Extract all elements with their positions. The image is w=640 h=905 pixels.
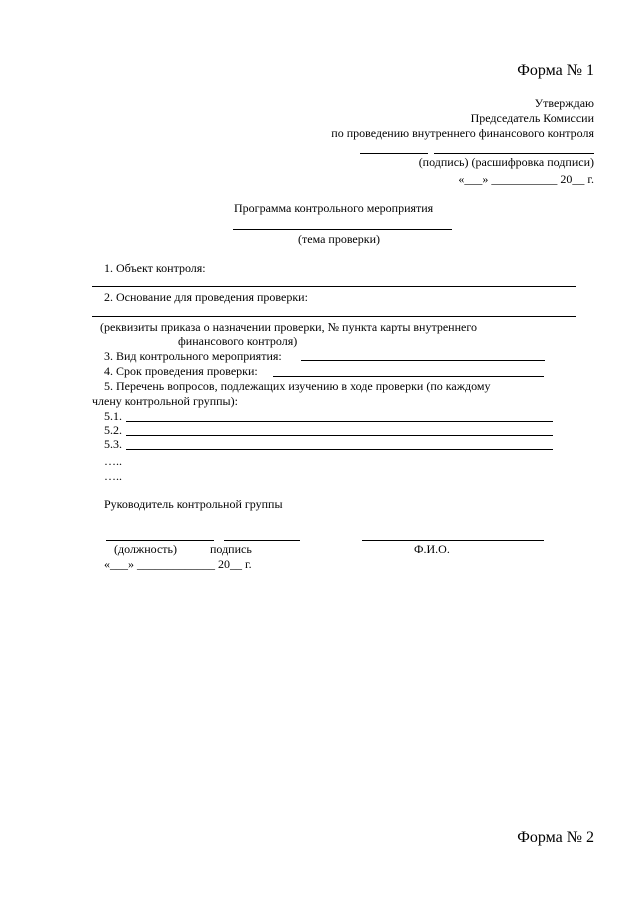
- item-term-label: 4. Срок проведения проверки:: [104, 364, 258, 378]
- item-basis-line: [92, 316, 576, 317]
- position-caption: (должность): [114, 542, 177, 556]
- item-questions-line-2: члену контрольной группы):: [92, 394, 238, 408]
- item-object-label: 1. Объект контроля:: [104, 261, 206, 275]
- group-head-label: Руководитель контрольной группы: [104, 497, 283, 511]
- position-line: [106, 540, 214, 541]
- approval-sign-caption: (подпись) (расшифровка подписи): [418, 155, 594, 169]
- item-basis-note-1: (реквизиты приказа о назначении проверки, № пункта карты внутреннего: [100, 320, 477, 334]
- item-term-line: [273, 376, 544, 377]
- subitem-5-2-line: [126, 435, 553, 436]
- subitem-5-3-label: 5.3.: [104, 437, 122, 451]
- program-topic-line: [233, 229, 452, 230]
- item-questions-line-1: 5. Перечень вопросов, подлежащих изучению в ходе проверки (по каждому: [104, 379, 491, 393]
- program-title: Программа контрольного мероприятия: [234, 201, 434, 215]
- ellipsis-row-1: …..: [104, 454, 122, 468]
- approval-line-chairman: Председатель Комиссии: [470, 111, 594, 125]
- program-topic-caption: (тема проверки): [298, 232, 380, 246]
- item-object-line: [92, 286, 576, 287]
- subitem-5-2-label: 5.2.: [104, 423, 122, 437]
- signature-caption: подпись: [210, 542, 252, 556]
- form-number-top: Форма № 1: [517, 62, 594, 79]
- approval-name-line: [434, 153, 594, 154]
- approval-line-commission: по проведению внутреннего финансового контроля: [331, 126, 594, 140]
- item-kind-label: 3. Вид контрольного мероприятия:: [104, 349, 282, 363]
- fio-caption: Ф.И.О.: [414, 542, 450, 556]
- subitem-5-1-line: [126, 421, 553, 422]
- form-number-bottom: Форма № 2: [517, 829, 594, 846]
- approval-line-approve: Утверждаю: [534, 96, 594, 110]
- subitem-5-1-label: 5.1.: [104, 409, 122, 423]
- ellipsis-row-2: …..: [104, 469, 122, 483]
- approval-signature-line: [360, 153, 428, 154]
- item-kind-line: [301, 360, 545, 361]
- signature-date-line: «___» _____________ 20__ г.: [104, 557, 252, 571]
- subitem-5-3-line: [126, 449, 553, 450]
- signature-line: [224, 540, 300, 541]
- approval-date-line: «___» ___________ 20__ г.: [458, 172, 594, 186]
- item-basis-note-2: финансового контроля): [178, 334, 298, 348]
- fio-line: [362, 540, 544, 541]
- item-basis-label: 2. Основание для проведения проверки:: [104, 290, 308, 304]
